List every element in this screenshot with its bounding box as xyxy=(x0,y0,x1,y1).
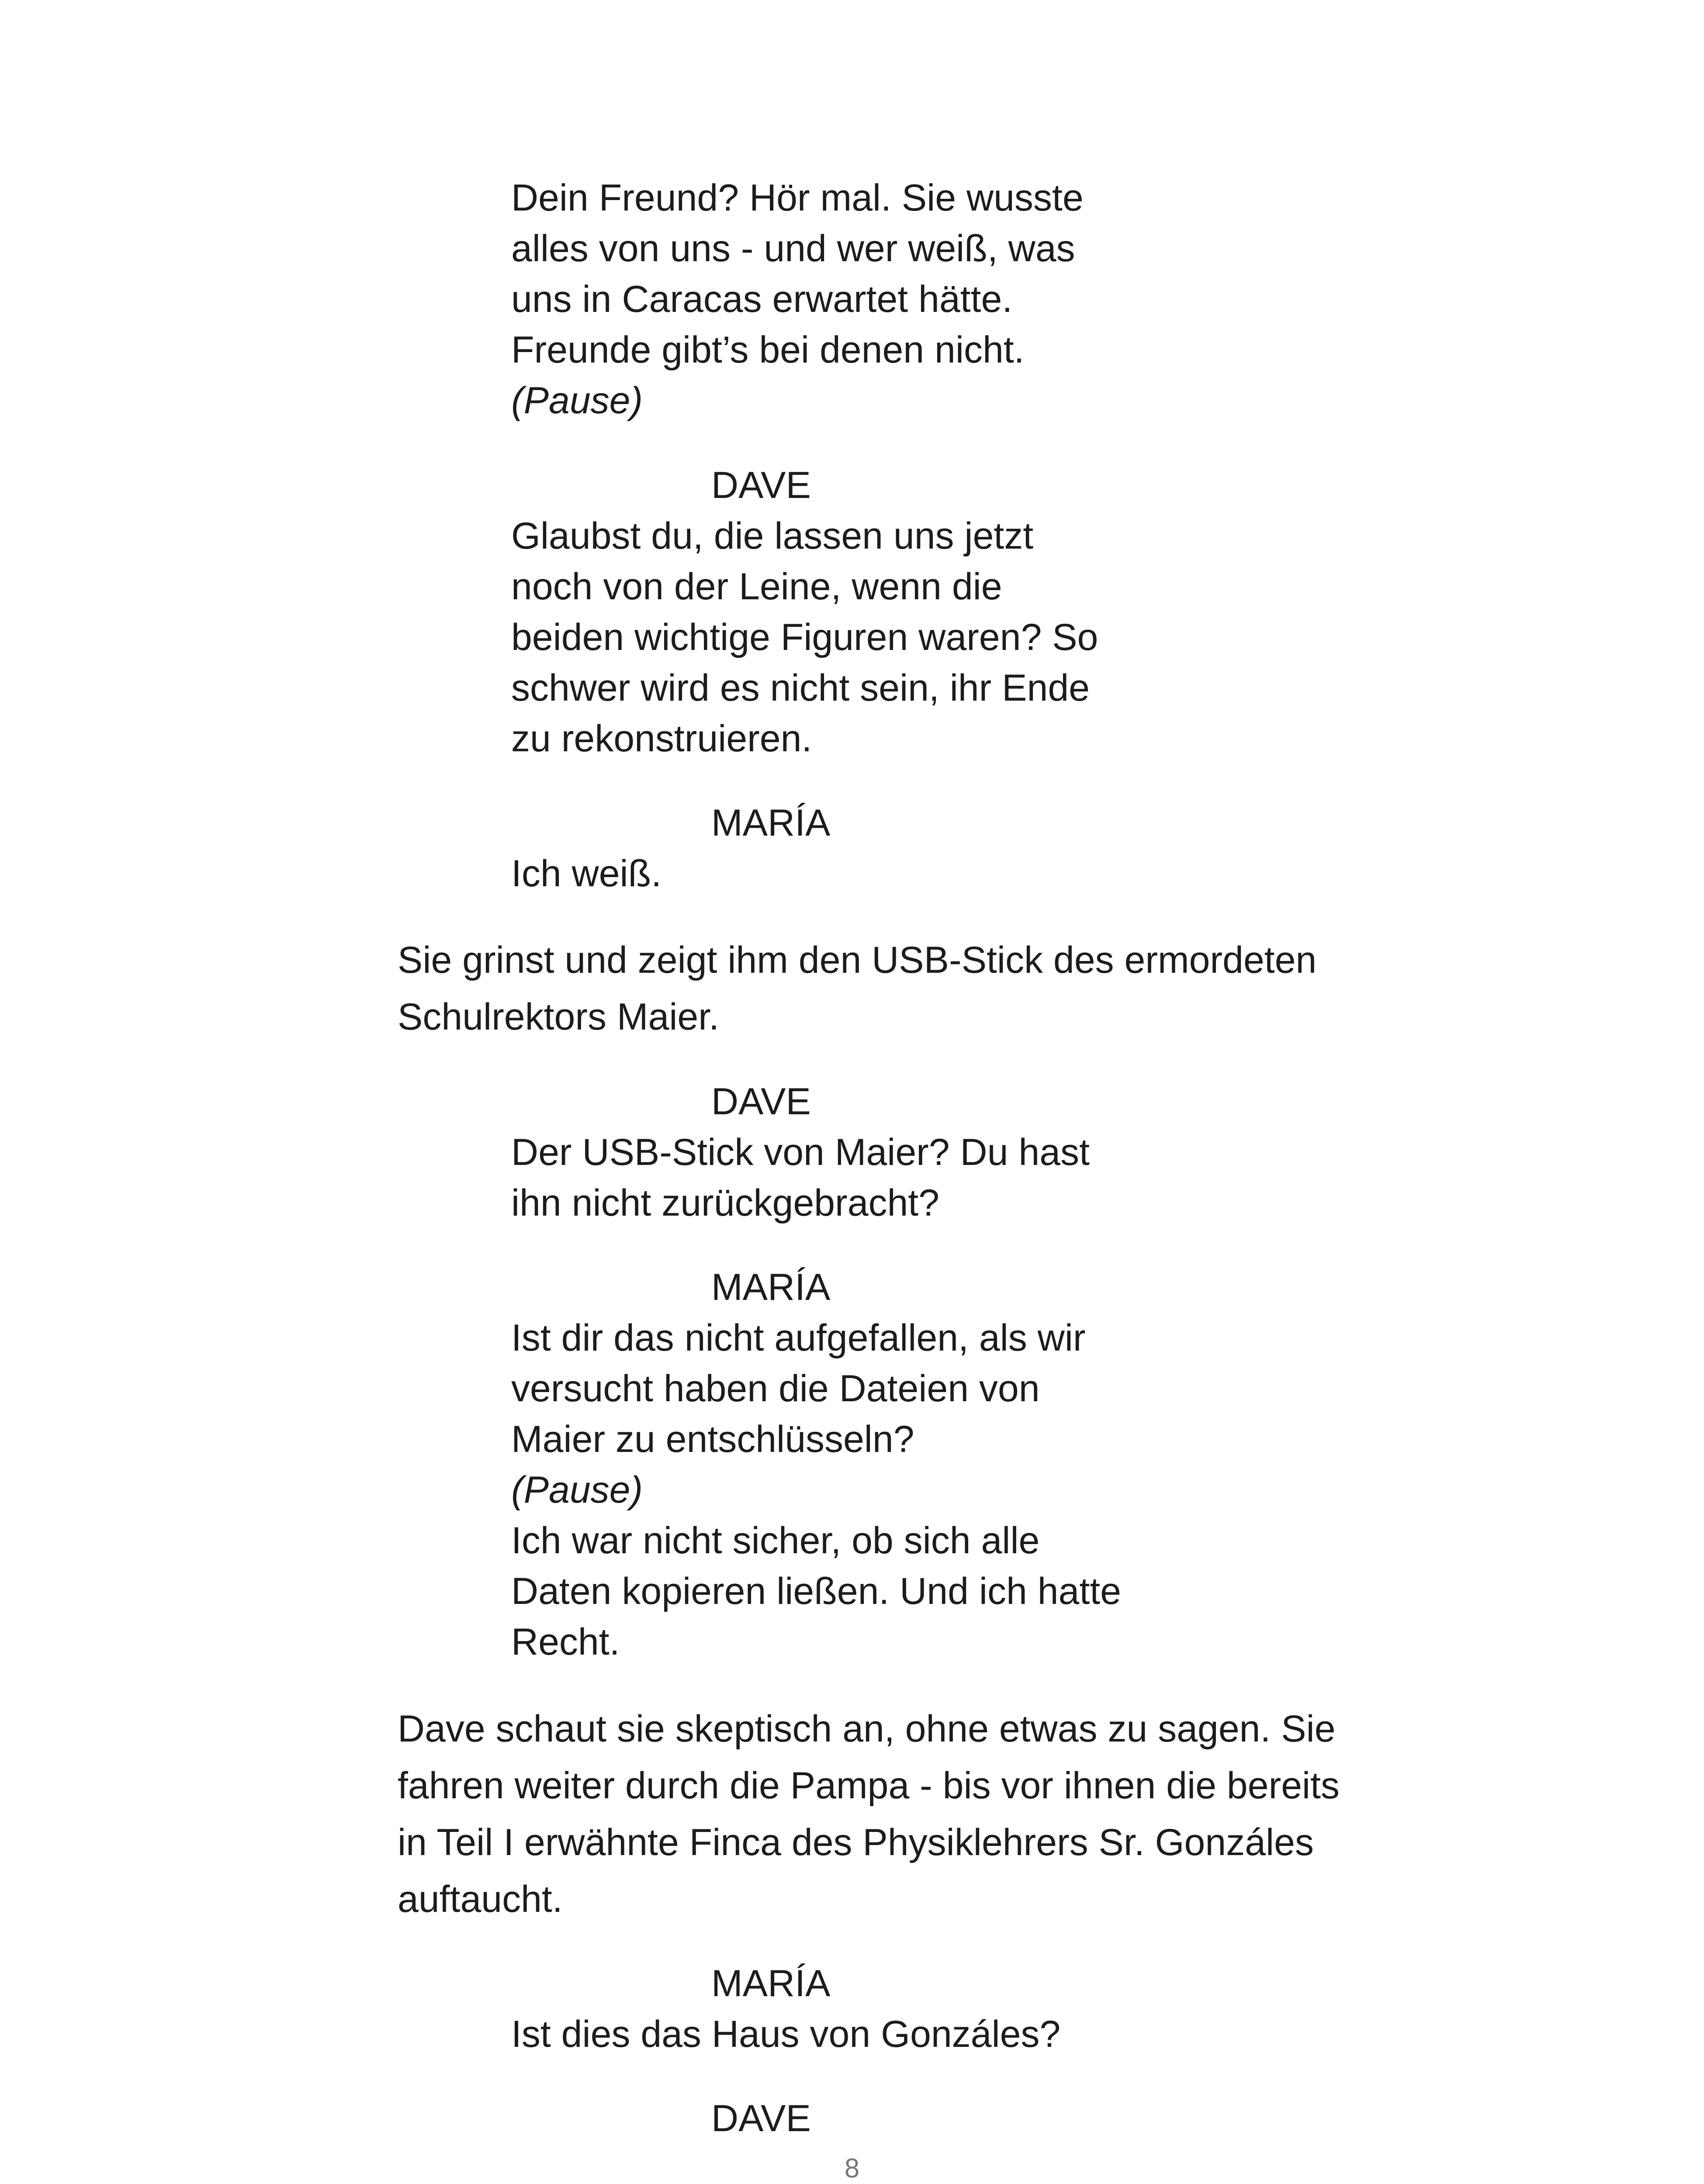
dialogue-line: schwer wird es nicht sein, ihr Ende xyxy=(511,667,1090,709)
dialogue-line: Maier zu entschlüsseln? xyxy=(511,1418,914,1460)
dialogue-line: noch von der Leine, wenn die xyxy=(511,566,1002,608)
character-cue: MARÍA xyxy=(711,802,831,844)
dialogue-line: zu rekonstruieren. xyxy=(511,718,812,760)
character-cue: DAVE xyxy=(711,464,811,506)
dialogue-line: Freunde gibt’s bei denen nicht. xyxy=(511,329,1025,371)
dialogue-line: beiden wichtige Figuren waren? So xyxy=(511,616,1098,658)
action-line: in Teil I erwähnte Finca des Physiklehrers Sr. Gonzáles xyxy=(398,1821,1314,1863)
action-line: fahren weiter durch die Pampa - bis vor ihnen die bereits xyxy=(398,1765,1340,1807)
page-number: 8 xyxy=(844,2153,860,2184)
dialogue-line: Glaubst du, die lassen uns jetzt xyxy=(511,515,1034,557)
parenthetical: (Pause) xyxy=(511,1469,643,1511)
action-line: auftaucht. xyxy=(398,1878,563,1920)
dialogue-line: Recht. xyxy=(511,1621,620,1663)
dialogue-line: uns in Caracas erwartet hätte. xyxy=(511,278,1013,320)
action-line: Dave schaut sie skeptisch an, ohne etwas zu sagen. Sie xyxy=(398,1708,1336,1750)
dialogue-line: Ist dies das Haus von Gonzáles? xyxy=(511,2013,1061,2055)
action-line: Schulrektors Maier. xyxy=(398,996,720,1038)
dialogue-line: Ich weiß. xyxy=(511,853,662,895)
character-cue: DAVE xyxy=(711,2098,811,2139)
parenthetical: (Pause) xyxy=(511,380,643,422)
dialogue-line: Daten kopieren ließen. Und ich hatte xyxy=(511,1570,1121,1612)
action-line: Sie grinst und zeigt ihm den USB-Stick des ermordeten xyxy=(398,939,1317,981)
character-cue: MARÍA xyxy=(711,1266,831,1308)
dialogue-line: alles von uns - und wer weiß, was xyxy=(511,228,1075,270)
dialogue-line: versucht haben die Dateien von xyxy=(511,1368,1040,1410)
dialogue-line: Der USB-Stick von Maier? Du hast xyxy=(511,1131,1090,1173)
character-cue: MARÍA xyxy=(711,1963,831,2004)
dialogue-line: Dein Freund? Hör mal. Sie wusste xyxy=(511,177,1084,219)
dialogue-line: ihn nicht zurückgebracht? xyxy=(511,1182,940,1224)
dialogue-line: Ich war nicht sicher, ob sich alle xyxy=(511,1520,1040,1562)
character-cue: DAVE xyxy=(711,1081,811,1123)
dialogue-line: Ist dir das nicht aufgefallen, als wir xyxy=(511,1317,1086,1359)
